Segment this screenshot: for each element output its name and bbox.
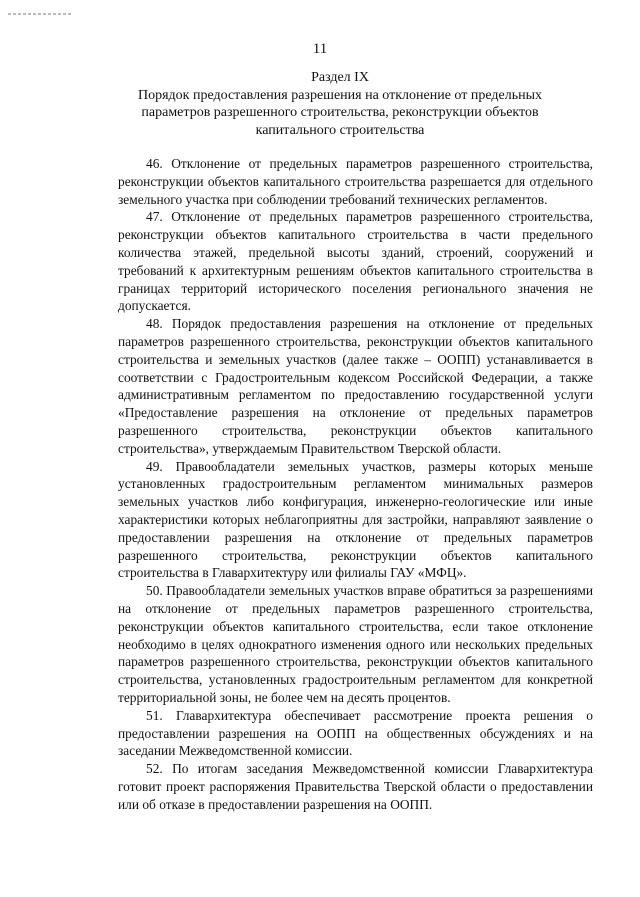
paragraph-46: 46. Отклонение от предельных параметров разрешенного строительства, реконструкции объектов капитального строительства разрешается для отдельного земельного участка при соблюдении требований технических регламентов. — [118, 156, 593, 207]
paragraph-51: 51. Главархитектура обеспечивает рассмотрение проекта решения о предоставлении разрешения на ООПП на общественных обсуждениях и на заседании Межведомственной комиссии. — [118, 707, 593, 759]
paragraph-49: 49. Правообладатели земельных участков, размеры которых меньше установленных градостроительным регламентом минимальных размеров земельных участков либо конфигурация, инженерно-геологические или иные характеристики которых неблагоприятны для застройки, направляют заявление о предоставлении разрешения на отклонение от предельных параметров разрешенного строительства, реконструкции объектов капитального строительства в Главархитектуру или филиалы ГАУ «МФЦ». — [118, 458, 593, 581]
section-label: Раздел IX — [311, 70, 369, 85]
document-body — [118, 155, 593, 813]
section-heading — [112, 69, 568, 139]
scan-artifact — [8, 13, 72, 15]
paragraph-48: 48. Порядок предоставления разрешения на отклонение от предельных параметров разрешенного строительства, реконструкции объектов капитального строительства и земельных участков (далее также – ООПП) устанавливается в соответствии с Градостроительным кодексом Российской Федерации, а также административным регламентом по предоставлению государственной услуги «Предоставление разрешения на отклонение от предельных параметров разрешенного строительства, реконструкции объектов капитального строительства», утверждаемым Правительством Тверской области. — [118, 316, 593, 456]
page-number: 11 — [312, 41, 328, 57]
paragraph-50: 50. Правообладатели земельных участков вправе обратиться за разрешениями на отклонение от предельных параметров разрешенного строительства, реконструкции объектов капитального строительства, если такое отклонение необходимо в целях однократного изменения одного или нескольких предельных параметров разрешенного строительства, реконструкции объектов капитального строительства, установленных градостроительным регламентом для конкретной территориальной зоны, не более чем на десять процентов. — [118, 583, 593, 705]
paragraph-47: 47. Отклонение от предельных параметров разрешенного строительства, реконструкции объектов капитального строительства в части предельного количества этажей, предельной высоты зданий, строений, сооружений и требований к архитектурным решениям объектов капитального строительства в границах территорий исторического поселения регионального значения не допускается. — [118, 209, 593, 314]
section-title: Порядок предоставления разрешения на отклонение от предельных параметров разрешенного строительства, реконструкции объектов капитального строительства — [137, 87, 542, 138]
paragraph-52: 52. По итогам заседания Межведомственной комиссии Главархитектура готовит проект распоряжения Правительства Тверской области о предоставлении или об отказе в предоставлении разрешения на ООПП. — [118, 761, 593, 812]
